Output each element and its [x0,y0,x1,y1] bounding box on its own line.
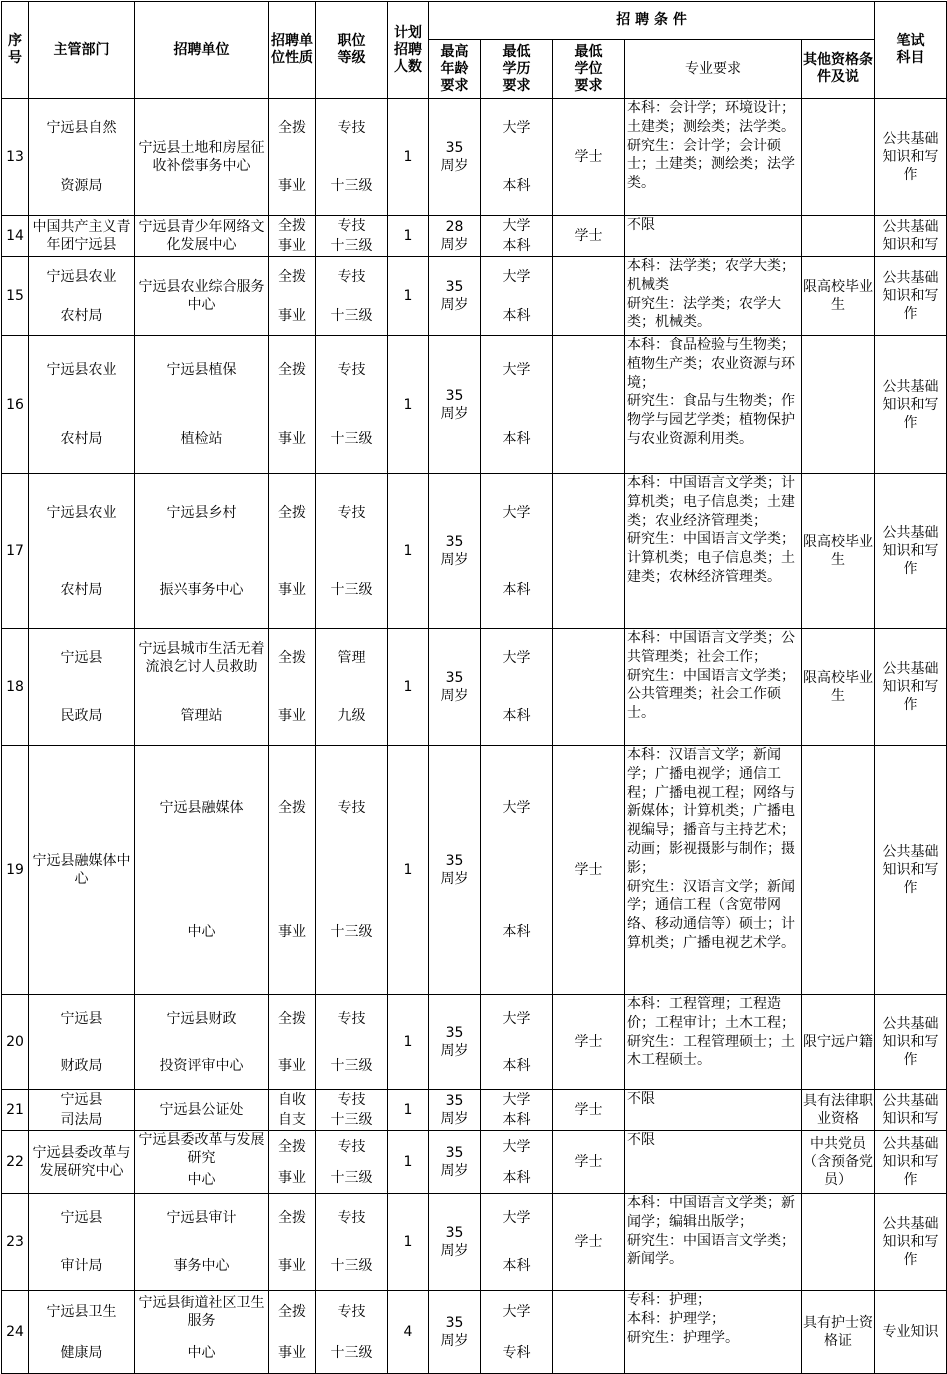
major-cell: 本科：中国语言文学类；新闻学；编辑出版学； 研究生：中国语言文学类；新闻学。 [625,1194,802,1291]
edu-cell-bottom: 专科 [502,1344,531,1361]
dept-cell [29,1194,135,1291]
level-cell [316,99,388,216]
age-cell: 35周岁 [429,336,481,474]
dept-cell: 宁远县委改革与发展研究中心 [29,1131,135,1194]
other-cell: 限宁远户籍 [802,995,875,1090]
level-cell-top: 专技 [337,1092,366,1108]
unit-cell-top: 宁远县财政 [166,1010,237,1027]
nature-cell-top: 自收 [278,1092,306,1108]
edu-cell-top: 大学 [502,1092,531,1108]
table-row [2,1131,947,1194]
edu-cell-top: 大学 [502,1138,531,1155]
nature-cell [269,474,316,629]
edu-cell [481,995,553,1090]
nature-cell-bottom: 事业 [278,581,306,598]
other-cell [802,99,875,216]
edu-cell [481,257,553,336]
header-conditions: 招 聘 条 件 [429,2,875,40]
edu-cell [481,1131,553,1194]
unit-cell-bottom: 投资评审中心 [159,1057,244,1074]
edu-cell [481,1291,553,1374]
dept-cell [29,995,135,1090]
nature-cell-top: 全拨 [278,268,306,285]
seq-cell: 15 [2,257,29,336]
dept-cell-bottom: 健康局 [60,1344,103,1361]
level-cell-top: 专技 [337,218,366,234]
dept-cell [29,336,135,474]
nature-cell [269,995,316,1090]
plan-cell: 1 [388,1131,429,1194]
edu-cell-bottom: 本科 [502,924,531,940]
exam-cell: 公共基础知识和写作 [875,474,947,629]
major-cell: 本科：汉语言文学；新闻学；广播电视学；通信工程；广播电视工程；网络与新媒体；计算机类；广播电视编导；播音与主持艺术；动画；影视摄影与制作；摄影； 研究生：汉语言文学；新闻学；通信工程（含宽带网络、移动通信等）硕士；计算机类；广播电视艺术学。 [625,746,802,995]
dept-cell-bottom: 农村局 [60,307,103,324]
nature-cell-bottom: 事业 [278,238,306,254]
major-cell: 本科：中国语言文学类；公共管理类；社会工作； 研究生：中国语言文学类；公共管理类；社会工作硕士。 [625,629,802,746]
level-cell-bottom: 十三级 [330,430,373,447]
unit-cell-bottom: 植检站 [180,430,223,447]
level-cell [316,216,388,257]
seq-cell: 20 [2,995,29,1090]
unit-cell [135,995,269,1090]
plan-cell: 1 [388,1194,429,1291]
level-cell [316,1194,388,1291]
major-cell: 本科：工程管理；工程造价；工程审计；土木工程； 研究生：工程管理硕士；土木工程硕士。 [625,995,802,1090]
dept-cell-top: 宁远县卫生 [46,1303,117,1320]
header-nature: 招聘单位性质 [269,2,316,99]
level-cell [316,746,388,995]
age-cell: 35周岁 [429,746,481,995]
plan-cell: 1 [388,746,429,995]
major-cell: 专科：护理； 本科：护理学； 研究生：护理学。 [625,1291,802,1374]
age-cell: 35周岁 [429,1090,481,1131]
edu-cell-top: 大学 [502,362,531,379]
nature-cell-top: 全拨 [278,362,306,379]
seq-cell: 14 [2,216,29,257]
edu-cell-top: 大学 [502,1010,531,1027]
nature-cell [269,257,316,336]
age-cell: 35周岁 [429,1291,481,1374]
other-cell: 具有护士资格证 [802,1291,875,1374]
edu-cell-top: 大学 [502,268,531,285]
dept-cell [29,474,135,629]
header-major: 专业要求 [625,40,802,99]
level-cell-bottom: 十三级 [330,1258,373,1274]
unit-cell-bottom: 中心 [187,1344,216,1361]
dept-cell-top: 宁远县 [60,650,103,666]
header-edu: 最低学历要求 [481,40,553,99]
level-cell [316,1131,388,1194]
nature-cell [269,336,316,474]
level-cell [316,995,388,1090]
other-cell [802,746,875,995]
major-cell: 不限 [625,1131,802,1194]
level-cell-bottom: 十三级 [330,1112,373,1128]
level-cell-bottom: 十三级 [330,1057,373,1074]
nature-cell-top: 全拨 [278,1303,306,1320]
exam-cell: 公共基础知识和写 [875,1090,947,1131]
degree-cell: 学士 [553,1090,625,1131]
other-cell [802,216,875,257]
exam-cell: 公共基础知识和写作 [875,1131,947,1194]
dept-cell-bottom: 司法局 [60,1112,103,1128]
edu-cell-top: 大学 [502,650,531,666]
seq-cell: 13 [2,99,29,216]
header-seq: 序号 [2,2,29,99]
dept-cell-top: 宁远县农业 [46,362,117,379]
unit-cell-bottom: 中心 [187,924,216,940]
degree-cell [553,629,625,746]
level-cell-top: 专技 [337,504,366,521]
level-cell-top: 专技 [337,1010,366,1027]
level-cell-bottom: 十三级 [330,1169,373,1186]
unit-cell-top: 宁远县委改革与发展研究 [138,1132,265,1166]
dept-cell-top: 宁远县自然 [46,120,117,136]
degree-cell: 学士 [553,995,625,1090]
nature-cell-bottom: 事业 [278,1057,306,1074]
nature-cell-bottom: 事业 [278,1258,306,1274]
seq-cell: 18 [2,629,29,746]
seq-cell: 21 [2,1090,29,1131]
nature-cell [269,1194,316,1291]
nature-cell-top: 全拨 [278,650,306,666]
table-row [2,474,947,629]
plan-cell: 1 [388,474,429,629]
level-cell-bottom: 十三级 [330,924,373,940]
plan-cell: 1 [388,1090,429,1131]
unit-cell-bottom: 事务中心 [173,1258,230,1274]
plan-cell: 1 [388,995,429,1090]
major-cell: 本科：法学类；农学大类；机械类 研究生：法学类；农学大类；机械类。 [625,257,802,336]
age-cell: 35周岁 [429,474,481,629]
degree-cell: 学士 [553,1194,625,1291]
edu-cell [481,216,553,257]
level-cell-bottom: 十三级 [330,178,373,194]
dept-cell [29,1090,135,1131]
age-cell: 35周岁 [429,99,481,216]
seq-cell: 22 [2,1131,29,1194]
header-exam: 笔试科目 [875,2,947,99]
level-cell-bottom: 十三级 [330,1344,373,1361]
level-cell-top: 专技 [337,268,366,285]
unit-cell-top: 宁远县街道社区卫生服务 [138,1294,265,1329]
unit-cell-bottom: 振兴事务中心 [159,581,244,598]
table-row [2,1194,947,1291]
edu-cell-bottom: 本科 [502,307,531,324]
exam-cell: 公共基础知识和写 [875,216,947,257]
table-row [2,257,947,336]
level-cell-bottom: 十三级 [330,307,373,324]
edu-cell-top: 大学 [502,1303,531,1320]
nature-cell-bottom: 事业 [278,307,306,324]
unit-cell [135,1194,269,1291]
edu-cell-bottom: 本科 [502,1169,531,1186]
degree-cell: 学士 [553,216,625,257]
edu-cell-bottom: 本科 [502,1057,531,1074]
degree-cell [553,257,625,336]
level-cell-top: 专技 [337,1303,366,1320]
dept-cell-top: 宁远县 [60,1092,103,1108]
degree-cell [553,336,625,474]
edu-cell [481,629,553,746]
nature-cell [269,1090,316,1131]
dept-cell: 中国共产主义青年团宁远县 [29,216,135,257]
dept-cell: 宁远县融媒体中心 [29,746,135,995]
nature-cell [269,1291,316,1374]
unit-cell: 宁远县青少年网络文化发展中心 [135,216,269,257]
age-cell: 28周岁 [429,216,481,257]
level-cell [316,474,388,629]
dept-cell [29,257,135,336]
nature-cell [269,99,316,216]
level-cell-bottom: 十三级 [330,238,373,254]
unit-cell [135,1131,269,1194]
plan-cell: 4 [388,1291,429,1374]
nature-cell-bottom: 事业 [278,924,306,940]
edu-cell-bottom: 本科 [502,430,531,447]
edu-cell-bottom: 本科 [502,581,531,598]
seq-cell: 19 [2,746,29,995]
exam-cell: 公共基础知识和写作 [875,746,947,995]
exam-cell: 公共基础知识和写作 [875,629,947,746]
edu-cell-bottom: 本科 [502,178,531,194]
nature-cell-top: 全拨 [278,504,306,521]
age-cell: 35周岁 [429,257,481,336]
nature-cell-bottom: 事业 [278,1169,306,1186]
edu-cell [481,99,553,216]
dept-cell-bottom: 资源局 [60,178,103,194]
plan-cell: 1 [388,629,429,746]
table-row [2,336,947,474]
degree-cell: 学士 [553,1131,625,1194]
other-cell [802,1194,875,1291]
unit-cell-top: 宁远县审计 [166,1210,237,1226]
header-age: 最高年龄要求 [429,40,481,99]
nature-cell-top: 全拨 [278,1010,306,1027]
table-row [2,1090,947,1131]
nature-cell-bottom: 事业 [278,1344,306,1361]
unit-cell-top: 宁远县乡村 [166,504,237,521]
nature-cell-bottom: 事业 [278,178,306,194]
level-cell [316,1090,388,1131]
level-cell-bottom: 十三级 [330,581,373,598]
table-row [2,995,947,1090]
plan-cell: 1 [388,99,429,216]
dept-cell [29,1291,135,1374]
plan-cell: 1 [388,336,429,474]
level-cell [316,1291,388,1374]
edu-cell-top: 大学 [502,504,531,521]
nature-cell-top: 全拨 [278,120,306,136]
unit-cell-bottom: 管理站 [180,708,223,724]
table-row [2,746,947,995]
other-cell [802,336,875,474]
nature-cell-top: 全拨 [278,1138,306,1155]
header-degree: 最低学位要求 [553,40,625,99]
unit-cell-top: 宁远县植保 [166,362,237,379]
edu-cell-top: 大学 [502,800,531,816]
edu-cell-top: 大学 [502,1210,531,1226]
dept-cell-top: 宁远县 [60,1210,103,1226]
dept-cell-top: 宁远县农业 [46,268,117,285]
exam-cell: 公共基础知识和写作 [875,257,947,336]
dept-cell-bottom: 审计局 [60,1258,103,1274]
exam-cell: 公共基础知识和写作 [875,99,947,216]
level-cell-top: 专技 [337,120,366,136]
nature-cell-top: 全拨 [278,218,306,234]
recruitment-table [1,1,947,1374]
edu-cell-bottom: 本科 [502,1112,531,1128]
dept-cell-bottom: 财政局 [60,1057,103,1074]
unit-cell [135,336,269,474]
age-cell: 35周岁 [429,1131,481,1194]
degree-cell: 学士 [553,746,625,995]
exam-cell: 公共基础知识和写作 [875,995,947,1090]
header-level: 职位等级 [316,2,388,99]
edu-cell-top: 大学 [502,120,531,136]
level-cell [316,257,388,336]
level-cell-top: 专技 [337,800,366,816]
header-other: 其他资格条件及说 [802,40,875,99]
other-cell: 限高校毕业生 [802,474,875,629]
level-cell [316,336,388,474]
unit-cell [135,629,269,746]
edu-cell [481,336,553,474]
unit-cell [135,746,269,995]
major-cell: 本科：中国语言文学类；计算机类；电子信息类；土建类；农业经济管理类； 研究生：中国语言文学类；计算机类；电子信息类；土建类；农林经济管理类。 [625,474,802,629]
major-cell: 本科：食品检验与生物类；植物生产类；农业资源与环境； 研究生：食品与生物类；作物学与园艺学类；植物保护与农业资源利用类。 [625,336,802,474]
unit-cell-top: 宁远县城市生活无着流浪乞讨人员救助 [138,641,265,675]
level-cell-top: 专技 [337,362,366,379]
unit-cell-bottom: 中心 [187,1172,216,1188]
edu-cell-bottom: 本科 [502,708,531,724]
plan-cell: 1 [388,257,429,336]
degree-cell [553,1291,625,1374]
other-cell: 限高校毕业生 [802,257,875,336]
table-row [2,1291,947,1374]
seq-cell: 16 [2,336,29,474]
edu-cell [481,746,553,995]
major-cell: 不限 [625,216,802,257]
seq-cell: 23 [2,1194,29,1291]
dept-cell-top: 宁远县农业 [46,504,117,521]
nature-cell [269,746,316,995]
header-plan: 计划招聘人数 [388,2,429,99]
dept-cell-bottom: 农村局 [60,581,103,598]
edu-cell-bottom: 本科 [502,238,531,254]
other-cell: 限高校毕业生 [802,629,875,746]
nature-cell [269,629,316,746]
exam-cell: 公共基础知识和写作 [875,336,947,474]
table-row [2,629,947,746]
unit-cell [135,1291,269,1374]
level-cell-top: 专技 [337,1138,366,1155]
major-cell: 不限 [625,1090,802,1131]
nature-cell [269,1131,316,1194]
edu-cell [481,474,553,629]
seq-cell: 17 [2,474,29,629]
degree-cell: 学士 [553,99,625,216]
level-cell-bottom: 九级 [337,708,366,724]
degree-cell [553,474,625,629]
unit-cell: 宁远县土地和房屋征收补偿事务中心 [135,99,269,216]
unit-cell: 宁远县农业综合服务中心 [135,257,269,336]
nature-cell-bottom: 事业 [278,708,306,724]
unit-cell-top: 宁远县融媒体 [159,800,244,816]
table-row [2,216,947,257]
edu-cell [481,1194,553,1291]
edu-cell [481,1090,553,1131]
major-cell: 本科：会计学；环境设计；土建类；测绘类；法学类。 研究生：会计学；会计硕士；土建类；测绘类；法学类。 [625,99,802,216]
header-dept: 主管部门 [29,2,135,99]
edu-cell-top: 大学 [502,218,531,234]
dept-cell-bottom: 民政局 [60,708,103,724]
exam-cell: 专业知识 [875,1291,947,1374]
dept-cell [29,629,135,746]
edu-cell-bottom: 本科 [502,1258,531,1274]
other-cell: 中共党员（含预备党员） [802,1131,875,1194]
table-row [2,99,947,216]
nature-cell-bottom: 事业 [278,430,306,447]
seq-cell: 24 [2,1291,29,1374]
plan-cell: 1 [388,216,429,257]
level-cell [316,629,388,746]
unit-cell: 宁远县公证处 [135,1090,269,1131]
dept-cell-top: 宁远县 [60,1010,103,1027]
age-cell: 35周岁 [429,629,481,746]
nature-cell-top: 全拨 [278,800,306,816]
header-unit: 招聘单位 [135,2,269,99]
nature-cell-bottom: 自支 [278,1112,306,1128]
dept-cell [29,99,135,216]
exam-cell: 公共基础知识和写作 [875,1194,947,1291]
level-cell-top: 专技 [337,1210,366,1226]
age-cell: 35周岁 [429,995,481,1090]
other-cell: 具有法律职业资格 [802,1090,875,1131]
unit-cell [135,474,269,629]
level-cell-top: 管理 [337,650,366,666]
dept-cell-bottom: 农村局 [60,430,103,447]
age-cell: 35周岁 [429,1194,481,1291]
nature-cell [269,216,316,257]
nature-cell-top: 全拨 [278,1210,306,1226]
